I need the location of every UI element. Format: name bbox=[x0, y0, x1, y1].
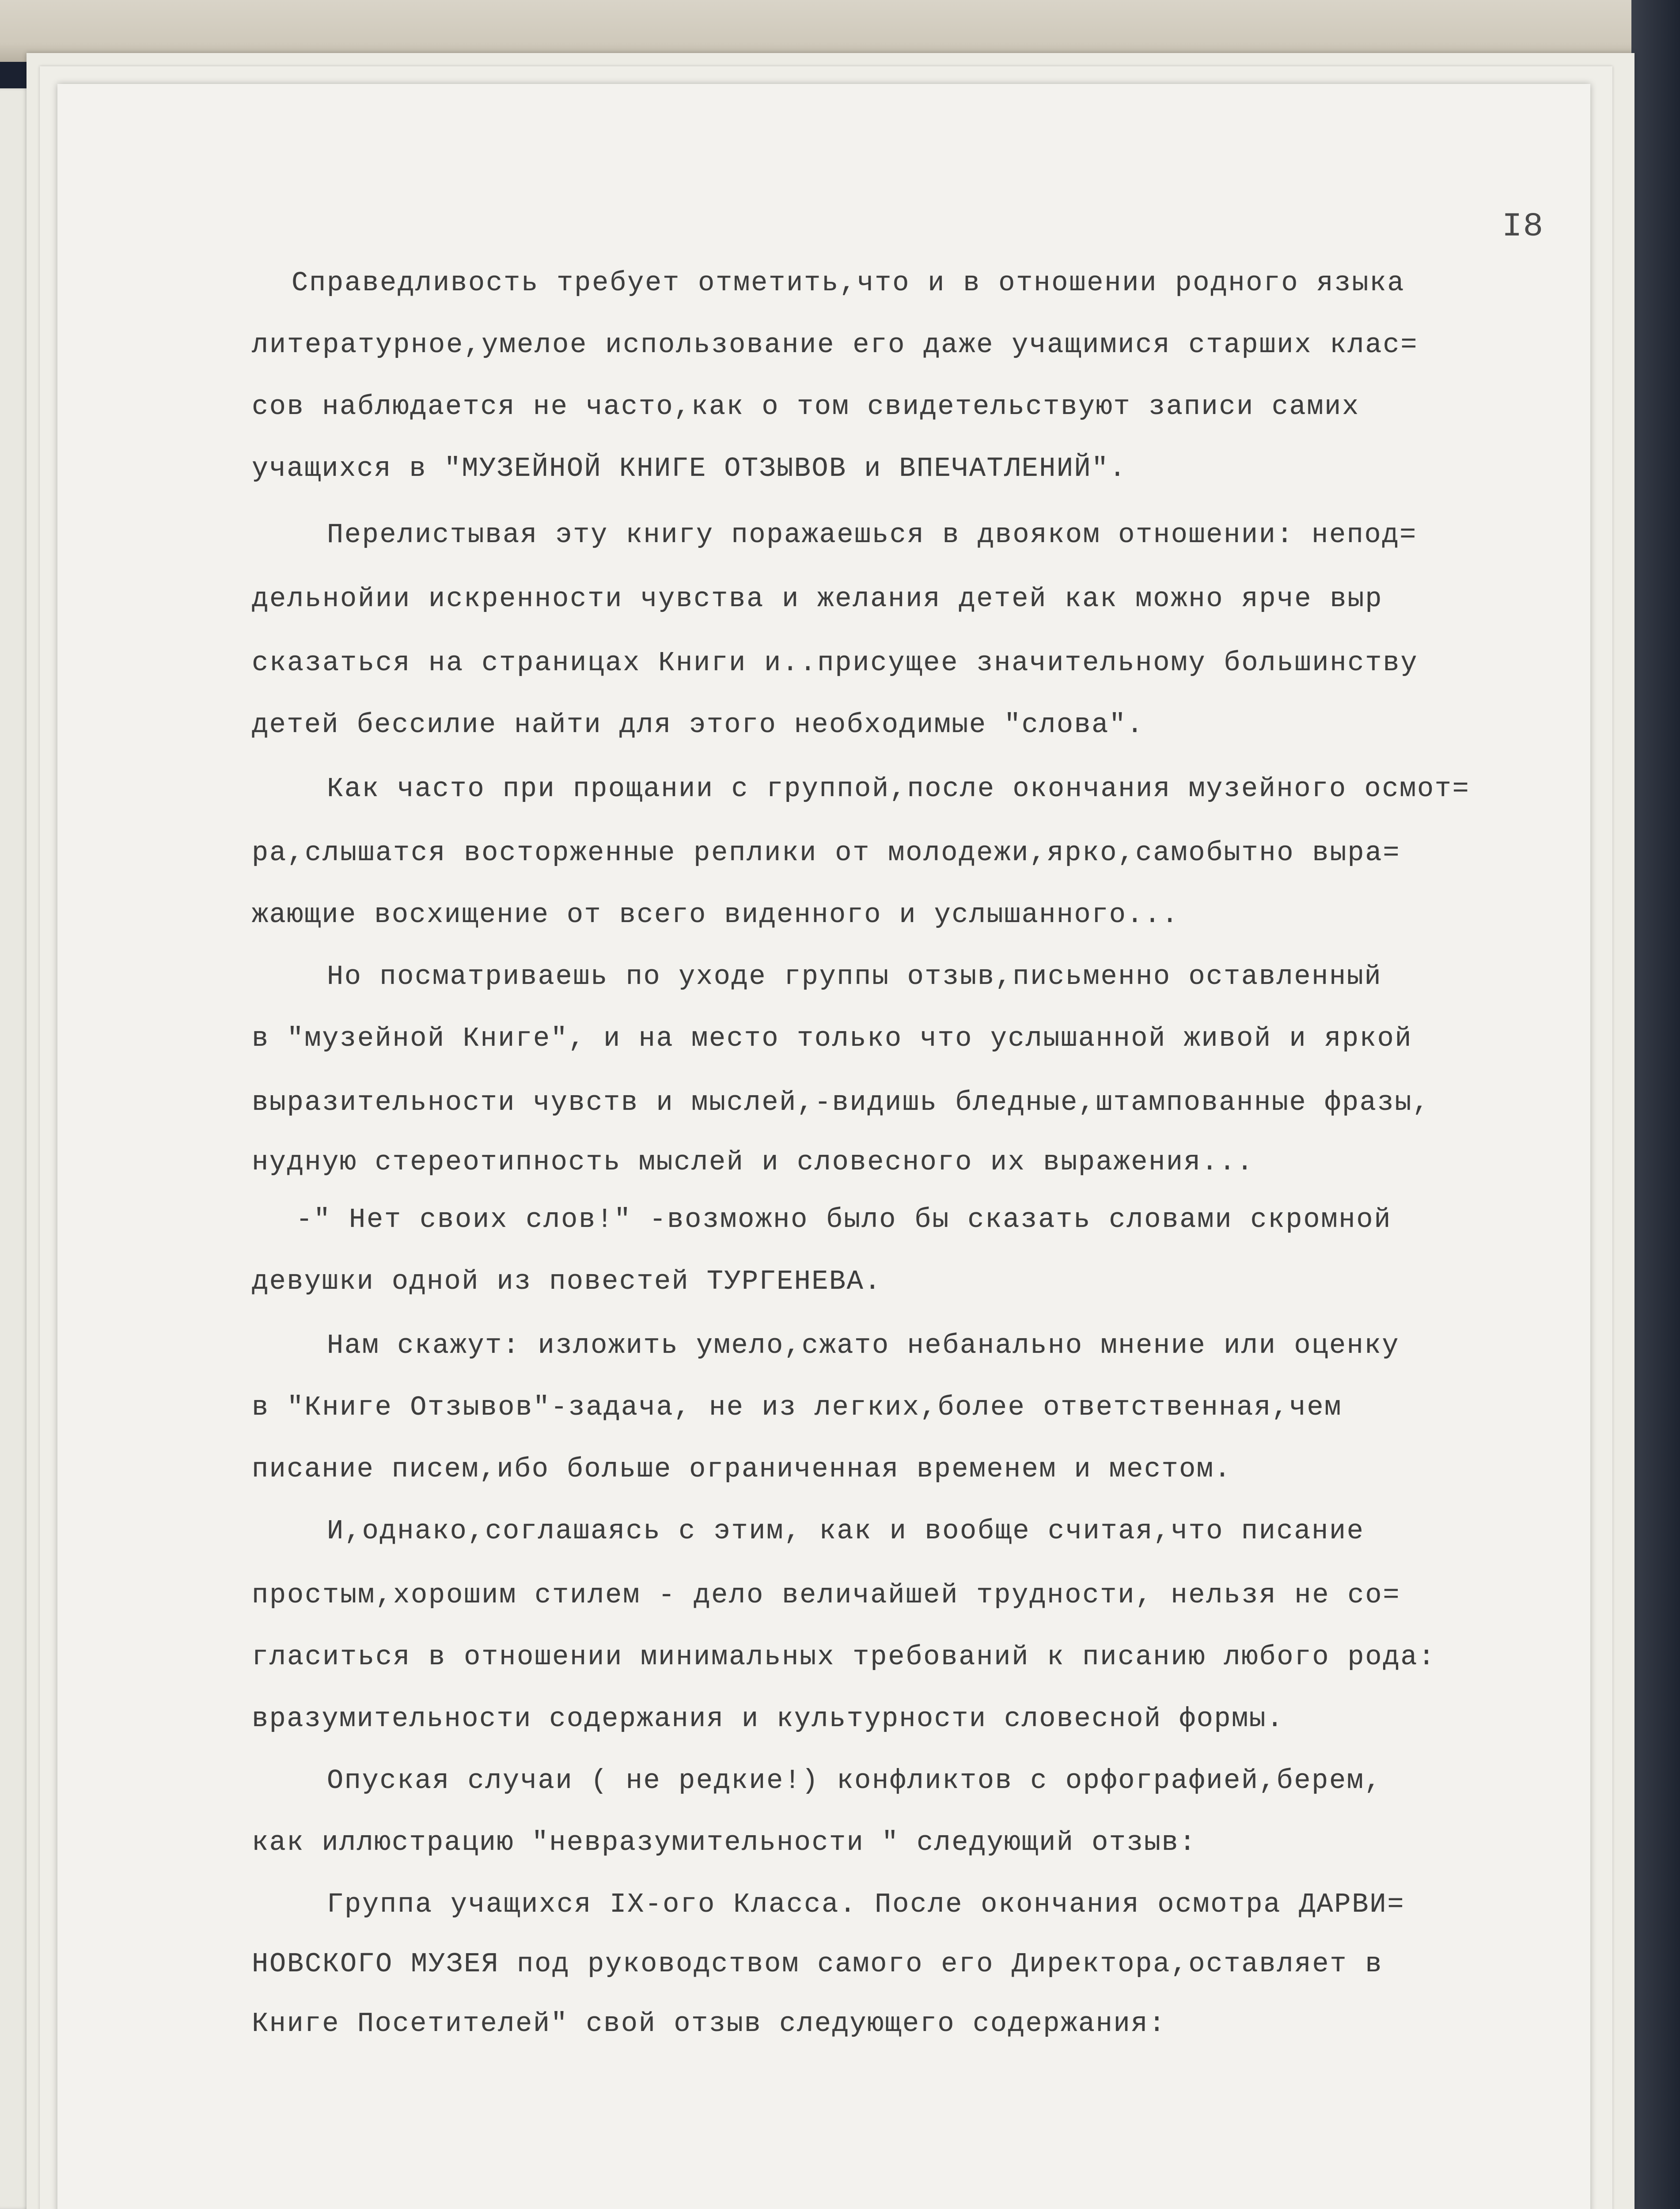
text-line-4: учащихся в "МУЗЕЙНОЙ КНИГЕ ОТЗЫВОВ и ВПЕЧАТЛЕНИЙ". bbox=[252, 453, 1127, 484]
text-line-20: писание писем,ибо больше ограниченная временем и местом. bbox=[252, 1454, 1232, 1485]
text-line-27: Группа учащихся IX-ого Класса. После окончания осмотра ДАРВИ= bbox=[327, 1889, 1405, 1920]
text-line-24: вразумительности содержания и культурности словесной формы. bbox=[252, 1703, 1284, 1735]
text-line-15: нудную стереотипность мыслей и словесного их выражения... bbox=[252, 1146, 1254, 1178]
text-line-23: гласиться в отношении минимальных требований к писанию любого рода: bbox=[252, 1641, 1436, 1673]
text-line-25: Опуская случаи ( не редкие!) конфликтов с орфографией,берем, bbox=[327, 1765, 1382, 1796]
text-line-22: простым,хорошим стилем - дело величайшей трудности, нельзя не со= bbox=[252, 1579, 1401, 1611]
text-line-6: дельнойии искренности чувства и желания детей как можно ярче выр bbox=[252, 583, 1383, 615]
table-surface-right bbox=[1631, 0, 1680, 2209]
text-line-11: жающие восхищение от всего виденного и услышанного... bbox=[252, 899, 1179, 930]
page-number: I8 bbox=[1502, 208, 1544, 246]
text-line-8: детей бессилие найти для этого необходимые "слова". bbox=[252, 709, 1144, 740]
text-line-16: -" Нет своих слов!" -возможно было бы сказать словами скромной bbox=[296, 1204, 1392, 1235]
text-line-3: сов наблюдается не часто,как о том свидетельствуют записи самих bbox=[252, 391, 1360, 422]
text-line-13: в "музейной Книге", и на место только что услышанной живой и яркой bbox=[252, 1023, 1413, 1054]
text-line-14: выразительности чувств и мыслей,-видишь бледные,штампованные фразы, bbox=[252, 1087, 1430, 1118]
text-line-12: Но посматриваешь по уходе группы отзыв,письменно оставленный bbox=[327, 961, 1382, 992]
text-line-10: ра,слышатся восторженные реплики от молодежи,ярко,самобытно выра= bbox=[252, 837, 1401, 869]
text-line-1: Справедливость требует отметить,что и в отношении родного языка bbox=[292, 267, 1405, 299]
text-line-5: Перелистывая эту книгу поражаешься в двояком отношении: непод= bbox=[327, 519, 1417, 550]
text-line-9: Как часто при прощании с группой,после окончания музейного осмот= bbox=[327, 773, 1470, 805]
text-line-17: девушки одной из повестей ТУРГЕНЕВА. bbox=[252, 1266, 882, 1297]
text-line-28: НОВСКОГО МУЗЕЯ под руководством самого его Директора,оставляет в bbox=[252, 1948, 1383, 1980]
text-line-2: литературное,умелое использование его даже учащимися старших клас= bbox=[252, 329, 1418, 361]
text-line-29: Книге Посетителей" свой отзыв следующего содержания: bbox=[252, 2008, 1166, 2039]
text-line-21: И,однако,соглашаясь с этим, как и вообще считая,что писание bbox=[327, 1515, 1365, 1547]
table-surface-top bbox=[0, 0, 1680, 62]
text-line-18: Нам скажут: изложить умело,сжато небанально мнение или оценку bbox=[327, 1330, 1400, 1361]
text-line-7: сказаться на страницах Книги и..присущее значительному большинству bbox=[252, 647, 1418, 679]
text-line-19: в "Книге Отзывов"-задача, не из легких,более ответственная,чем bbox=[252, 1392, 1342, 1423]
text-line-26: как иллюстрацию "невразумительности " следующий отзыв: bbox=[252, 1827, 1197, 1858]
